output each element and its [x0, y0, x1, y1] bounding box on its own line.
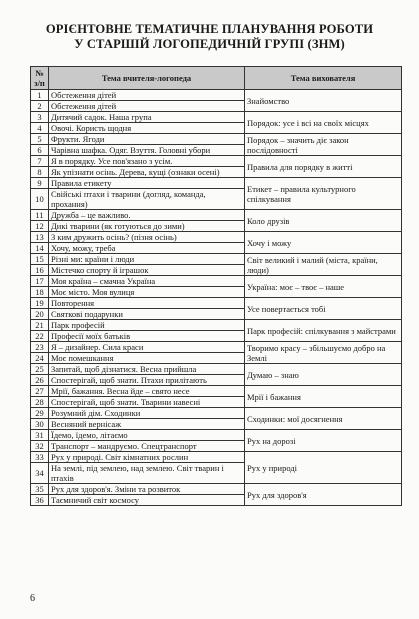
teacher-topic: Таємничий світ космосу [49, 495, 245, 506]
teacher-topic: Моя країна – смачна Україна [49, 276, 245, 287]
table-row [31, 452, 402, 463]
teacher-topic: Запитай, щоб дізнатися. Весна прийшла [49, 364, 245, 375]
educator-topic: Етикет – правила культурного спілкування [245, 178, 402, 210]
row-number: 34 [31, 463, 49, 484]
table-row [31, 430, 402, 441]
table-row [31, 254, 402, 265]
table-row [31, 386, 402, 397]
table-row [31, 178, 402, 189]
teacher-topic: Їдемо, їдемо, літаємо [49, 430, 245, 441]
table-row [31, 320, 402, 331]
teacher-topic: Обстеження дітей [49, 90, 245, 101]
teacher-topic: Правила етикету [49, 178, 245, 189]
teacher-topic: Рух у природі. Світ кімнатних рослин [49, 452, 245, 463]
educator-topic: Рух для здоров'я [245, 484, 402, 506]
row-number: 1 [31, 90, 49, 101]
row-number: 25 [31, 364, 49, 375]
row-number: 5 [31, 134, 49, 145]
educator-topic: Порядок – значить діє закон послідовності [245, 134, 402, 156]
row-number: 15 [31, 254, 49, 265]
teacher-topic: Розумний дім. Сходинки [49, 408, 245, 419]
educator-topic: Рух у природі [245, 452, 402, 484]
educator-topic: Хочу і можу [245, 232, 402, 254]
row-number: 16 [31, 265, 49, 276]
row-number: 11 [31, 210, 49, 221]
teacher-topic: Моє місто. Моя вулиця [49, 287, 245, 298]
row-number: 20 [31, 309, 49, 320]
row-number: 17 [31, 276, 49, 287]
educator-topic: Порядок: усе і всі на своїх місцях [245, 112, 402, 134]
page-number: 6 [30, 593, 35, 604]
teacher-topic: Транспорт – мандруємо. Спецтранспорт [49, 441, 245, 452]
title-line-2: У СТАРШІЙ ЛОГОПЕДИЧНІЙ ГРУПІ (ЗНМ) [74, 37, 345, 51]
table-row [31, 276, 402, 287]
row-number: 35 [31, 484, 49, 495]
teacher-topic: Овочі. Користь щодня [49, 123, 245, 134]
row-number: 18 [31, 287, 49, 298]
teacher-topic: З ким дружить осінь? (пізня осінь) [49, 232, 245, 243]
educator-topic: Світ великий і малий (міста, країни, люди) [245, 254, 402, 276]
title-line-1: ОРІЄНТОВНЕ ТЕМАТИЧНЕ ПЛАНУВАННЯ РОБОТИ [45, 22, 374, 36]
table-row [31, 484, 402, 495]
table-row [31, 408, 402, 419]
educator-topic: Сходинки: мої досягнення [245, 408, 402, 430]
table-row [31, 134, 402, 145]
row-number: 32 [31, 441, 49, 452]
teacher-topic: Я – дизайнер. Сила краси [49, 342, 245, 353]
row-number: 14 [31, 243, 49, 254]
table-row [31, 232, 402, 243]
educator-topic: Знайомство [245, 90, 402, 112]
teacher-topic: Чарівна шафка. Одяг. Взуття. Головні убори [49, 145, 245, 156]
table-row [31, 298, 402, 309]
teacher-topic: На землі, під землею, над землею. Світ тварин і птахів [49, 463, 245, 484]
table-row [31, 112, 402, 123]
row-number: 28 [31, 397, 49, 408]
row-number: 9 [31, 178, 49, 189]
row-number: 29 [31, 408, 49, 419]
header-number-line1: № [35, 68, 44, 78]
planning-table [30, 66, 402, 506]
table-body [31, 90, 402, 506]
teacher-topic: Весняний вернісаж [49, 419, 245, 430]
educator-topic: Усе повертається тобі [245, 298, 402, 320]
row-number: 10 [31, 189, 49, 210]
teacher-topic: Рух для здоров'я. Зміни та розвиток [49, 484, 245, 495]
educator-topic: Рух на дорозі [245, 430, 402, 452]
row-number: 27 [31, 386, 49, 397]
teacher-topic: Повторення [49, 298, 245, 309]
educator-topic: Парк професій: спілкування з майстрами [245, 320, 402, 342]
teacher-topic: Обстеження дітей [49, 101, 245, 112]
table-row [31, 90, 402, 101]
teacher-topic: Мрії, бажання. Весна йде – свято несе [49, 386, 245, 397]
row-number: 13 [31, 232, 49, 243]
row-number: 36 [31, 495, 49, 506]
row-number: 2 [31, 101, 49, 112]
table-row [31, 156, 402, 167]
educator-topic: Правила для порядку в житті [245, 156, 402, 178]
row-number: 12 [31, 221, 49, 232]
educator-topic: Коло друзів [245, 210, 402, 232]
row-number: 22 [31, 331, 49, 342]
row-number: 30 [31, 419, 49, 430]
teacher-topic: Професії моїх батьків [49, 331, 245, 342]
educator-topic: Творимо красу – збільшуємо добро на Землі [245, 342, 402, 364]
row-number: 8 [31, 167, 49, 178]
teacher-topic: Різні ми: країни і люди [49, 254, 245, 265]
teacher-topic: Дружба – це важливо. [49, 210, 245, 221]
header-number-line2: з/п [34, 78, 45, 88]
row-number: 26 [31, 375, 49, 386]
row-number: 7 [31, 156, 49, 167]
row-number: 24 [31, 353, 49, 364]
educator-topic: Думаю – знаю [245, 364, 402, 386]
header-educator-topic: Тема вихователя [245, 67, 402, 90]
table-row [31, 364, 402, 375]
teacher-topic: Свійські птахи і тварини (догляд, команда, прохання) [49, 189, 245, 210]
row-number: 23 [31, 342, 49, 353]
page-title [0, 22, 419, 52]
teacher-topic: Моє помешкання [49, 353, 245, 364]
row-number: 19 [31, 298, 49, 309]
teacher-topic: Хочу, можу, треба [49, 243, 245, 254]
teacher-topic: Містечко спорту й іграшок [49, 265, 245, 276]
row-number: 6 [31, 145, 49, 156]
row-number: 4 [31, 123, 49, 134]
teacher-topic: Дитячий садок. Наша група [49, 112, 245, 123]
row-number: 31 [31, 430, 49, 441]
educator-topic: Мрії і бажання [245, 386, 402, 408]
row-number: 3 [31, 112, 49, 123]
teacher-topic: Дикі тварини (як готуються до зими) [49, 221, 245, 232]
table-row [31, 210, 402, 221]
teacher-topic: Парк професій [49, 320, 245, 331]
educator-topic: Україна: моє – твоє – наше [245, 276, 402, 298]
row-number: 33 [31, 452, 49, 463]
teacher-topic: Спостерігай, щоб знати. Тварини навесні [49, 397, 245, 408]
header-number [31, 67, 49, 90]
teacher-topic: Як упізнати осінь. Дерева, кущі (ознаки осені) [49, 167, 245, 178]
table-row [31, 342, 402, 353]
teacher-topic: Фрукти. Ягоди [49, 134, 245, 145]
teacher-topic: Я в порядку. Усе пов'язано з усім. [49, 156, 245, 167]
header-teacher-topic: Тема вчителя-логопеда [49, 67, 245, 90]
teacher-topic: Святкові подарунки [49, 309, 245, 320]
row-number: 21 [31, 320, 49, 331]
teacher-topic: Спостерігай, щоб знати. Птахи прилітають [49, 375, 245, 386]
